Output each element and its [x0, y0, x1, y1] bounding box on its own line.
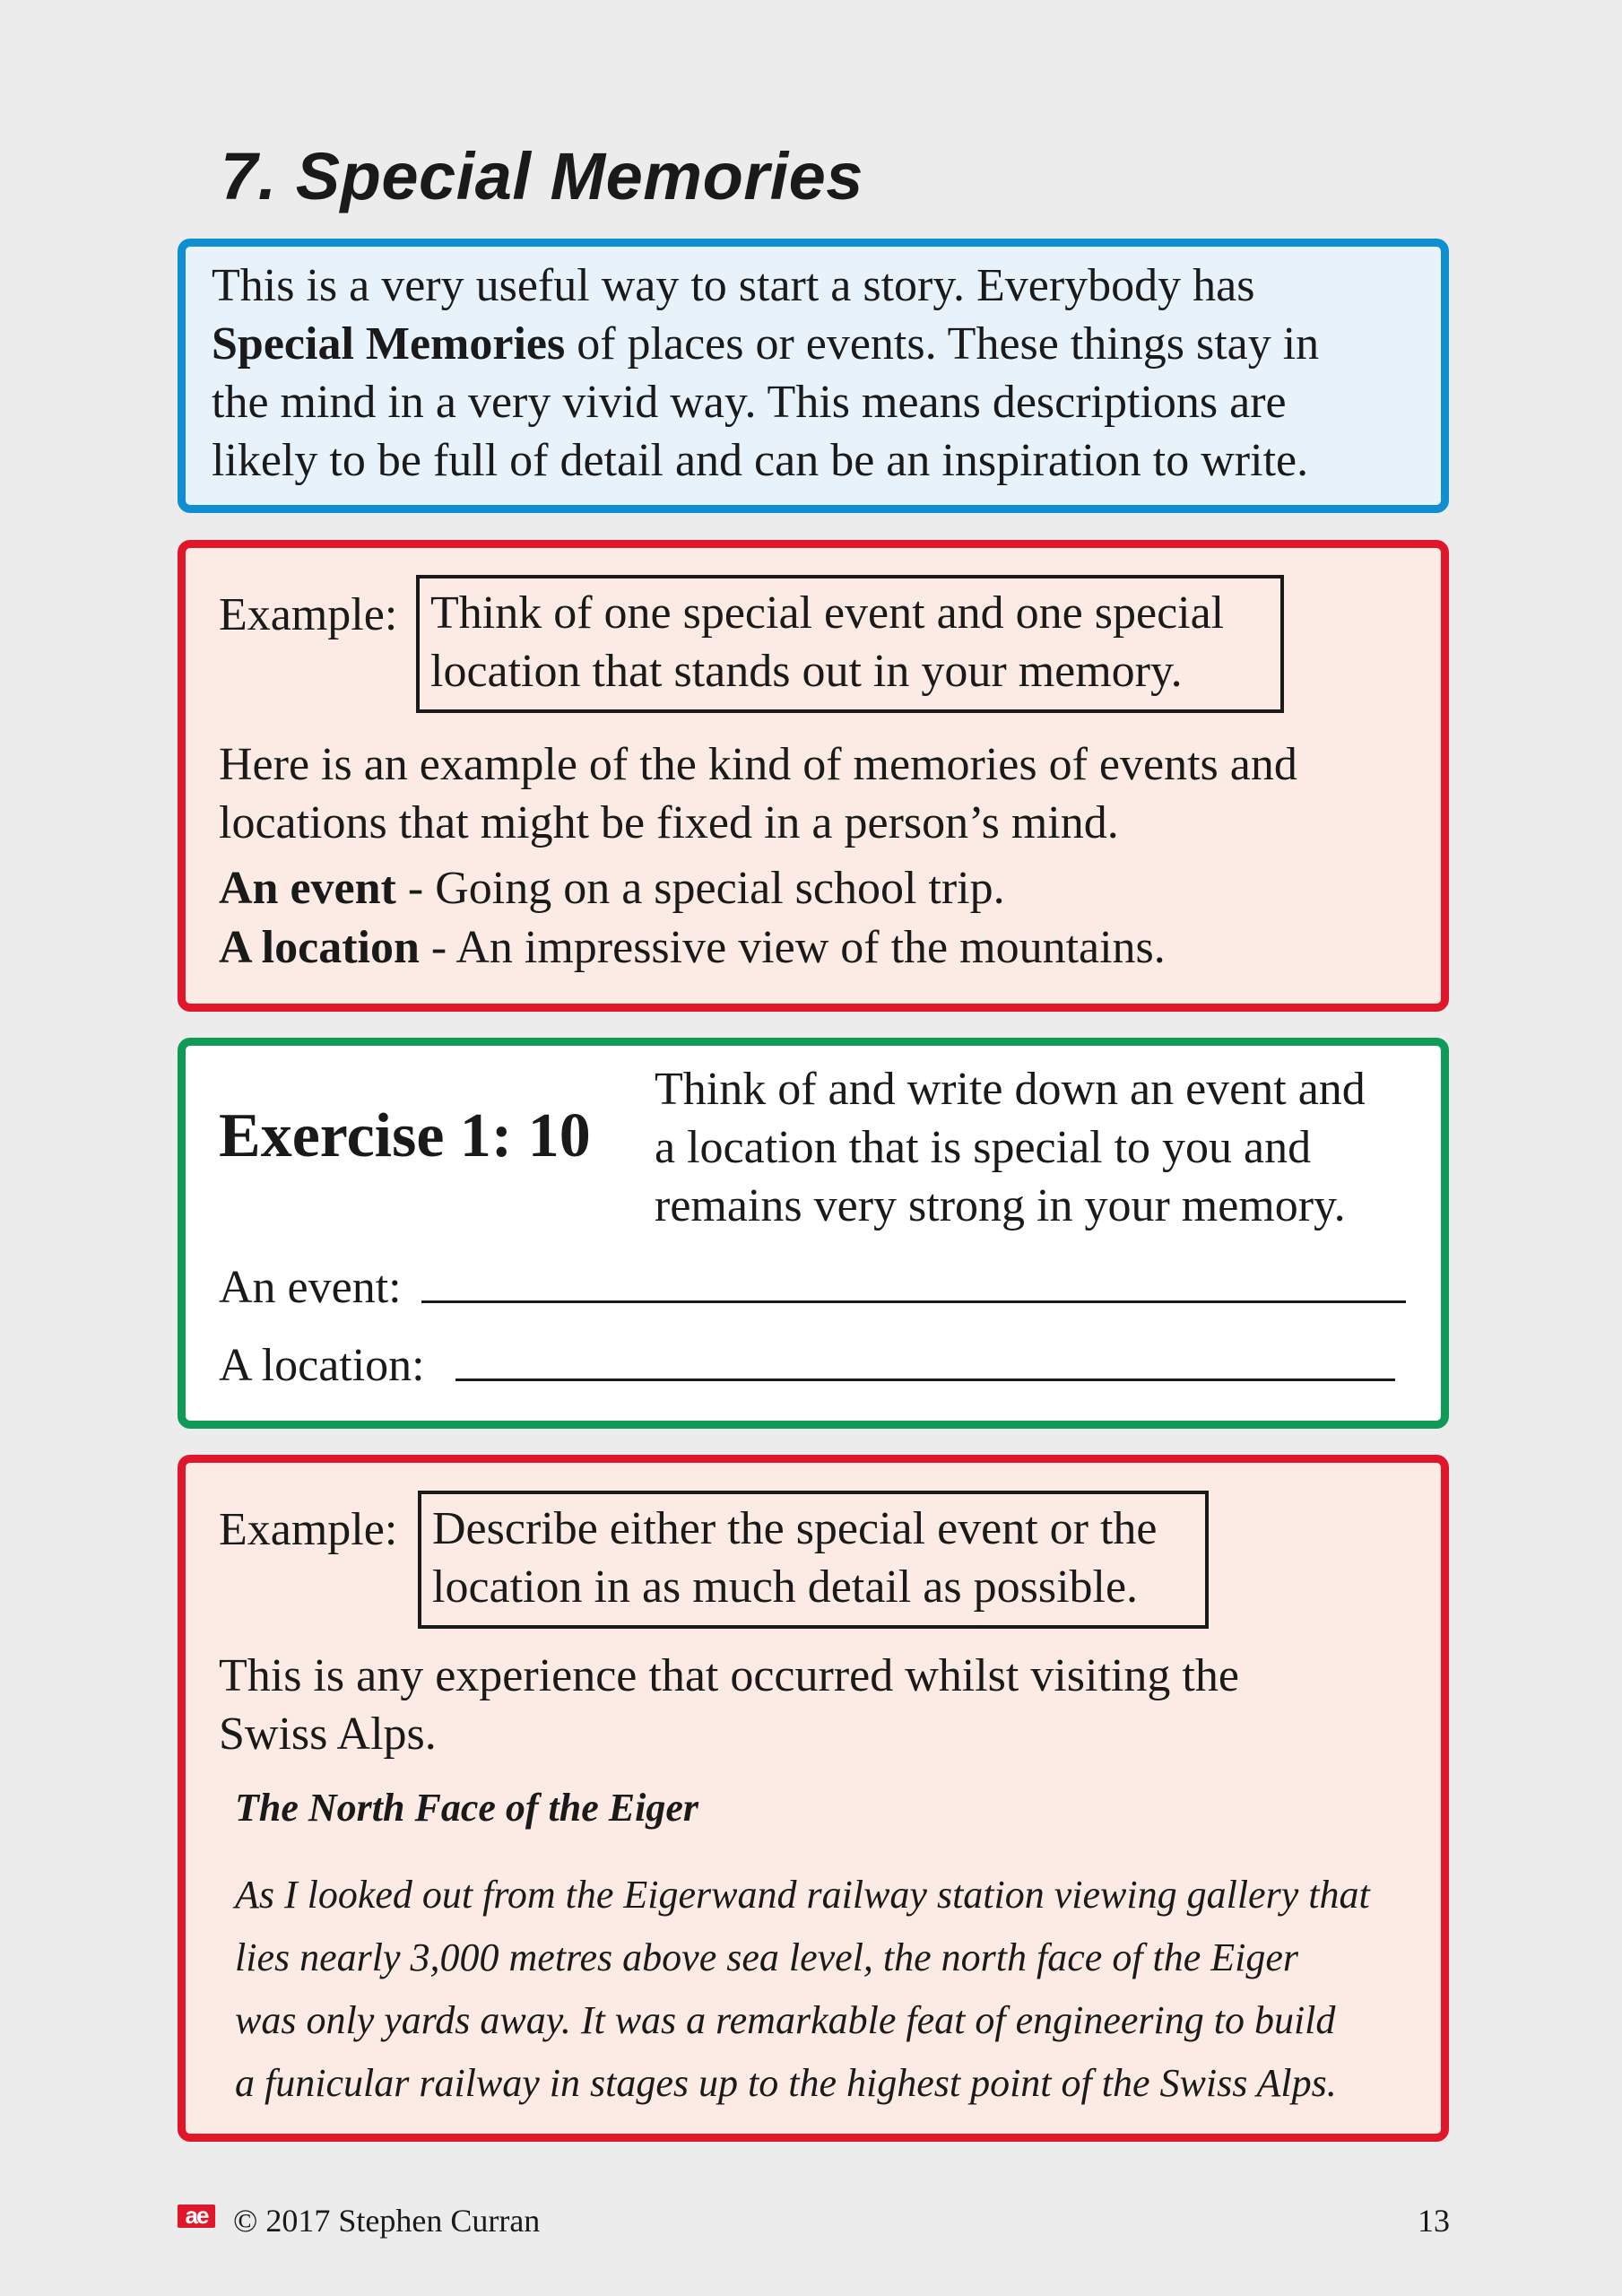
example-1-prompt-line-2: location that stands out in your memory. [430, 646, 1183, 697]
story-line-1: As I looked out from the Eigerwand railway station viewing gallery that [235, 1873, 1370, 1917]
example-1-prompt [416, 575, 1284, 713]
example-2-prompt [418, 1491, 1209, 1629]
publisher-logo: ae [178, 2205, 215, 2228]
location-answer-label: A location: [219, 1340, 425, 1391]
copyright: © 2017 Stephen Curran [233, 2203, 541, 2239]
page-title: 7. Special Memories [221, 139, 863, 213]
story-line-4: a funicular railway in stages up to the highest point of the Swiss Alps. [235, 2061, 1337, 2105]
intro-bold-term: Special Memories [212, 318, 566, 370]
example-2-paragraph [219, 1647, 1239, 1763]
location-answer-line[interactable] [455, 1378, 1395, 1381]
intro-line-4: likely to be full of detail and can be an inspiration to write. [212, 435, 1309, 486]
event-answer-line[interactable] [421, 1300, 1406, 1303]
exercise-instr-line-2: a location that is special to you and [655, 1122, 1312, 1173]
example-1-prompt-line-1: Think of one special event and one special [430, 587, 1225, 639]
example-1-para-line-1: Here is an example of the kind of memories of events and [219, 739, 1297, 790]
intro-line-2-rest: of places or events. These things stay in [565, 318, 1320, 370]
example-1-location-label: A location [219, 922, 420, 973]
example-1-paragraph [219, 735, 1297, 852]
exercise-instr-line-1: Think of and write down an event and [655, 1064, 1366, 1115]
example-1-label: Example: [219, 589, 398, 640]
example-1-para-line-2: locations that might be fixed in a person’s mind. [219, 797, 1119, 848]
story-body [235, 1864, 1370, 2115]
story-line-3: was only yards away. It was a remarkable feat of engineering to build [235, 1998, 1336, 2042]
intro-line-1: This is a very useful way to start a story. Everybody has [212, 260, 1255, 311]
example-1-event-text: - Going on a special school trip. [395, 863, 1005, 914]
example-2-prompt-line-2: location in as much detail as possible. [432, 1561, 1139, 1613]
page-number: 13 [1418, 2203, 1450, 2239]
exercise-title: Exercise 1: 10 [219, 1101, 591, 1170]
example-1-location [219, 918, 1166, 977]
example-2-para-line-2: Swiss Alps. [219, 1709, 437, 1760]
intro-text [212, 257, 1319, 490]
example-2-para-line-1: This is any experience that occurred whilst visiting the [219, 1650, 1239, 1701]
example-1-event-label: An event [219, 863, 396, 914]
exercise-instr-line-3: remains very strong in your memory. [655, 1180, 1346, 1231]
example-1-event [219, 859, 1005, 918]
example-2-prompt-line-1: Describe either the special event or the [432, 1503, 1158, 1554]
example-2-label: Example: [219, 1504, 398, 1555]
story-line-2: lies nearly 3,000 metres above sea level, the north face of the Eiger [235, 1935, 1299, 1979]
story-title: The North Face of the Eiger [235, 1786, 698, 1830]
example-1-location-text: - An impressive view of the mountains. [419, 922, 1166, 973]
event-answer-label: An event: [219, 1262, 402, 1313]
intro-line-2 [212, 315, 1319, 373]
exercise-instructions [655, 1060, 1366, 1235]
intro-line-3: the mind in a very vivid way. This means descriptions are [212, 377, 1287, 428]
